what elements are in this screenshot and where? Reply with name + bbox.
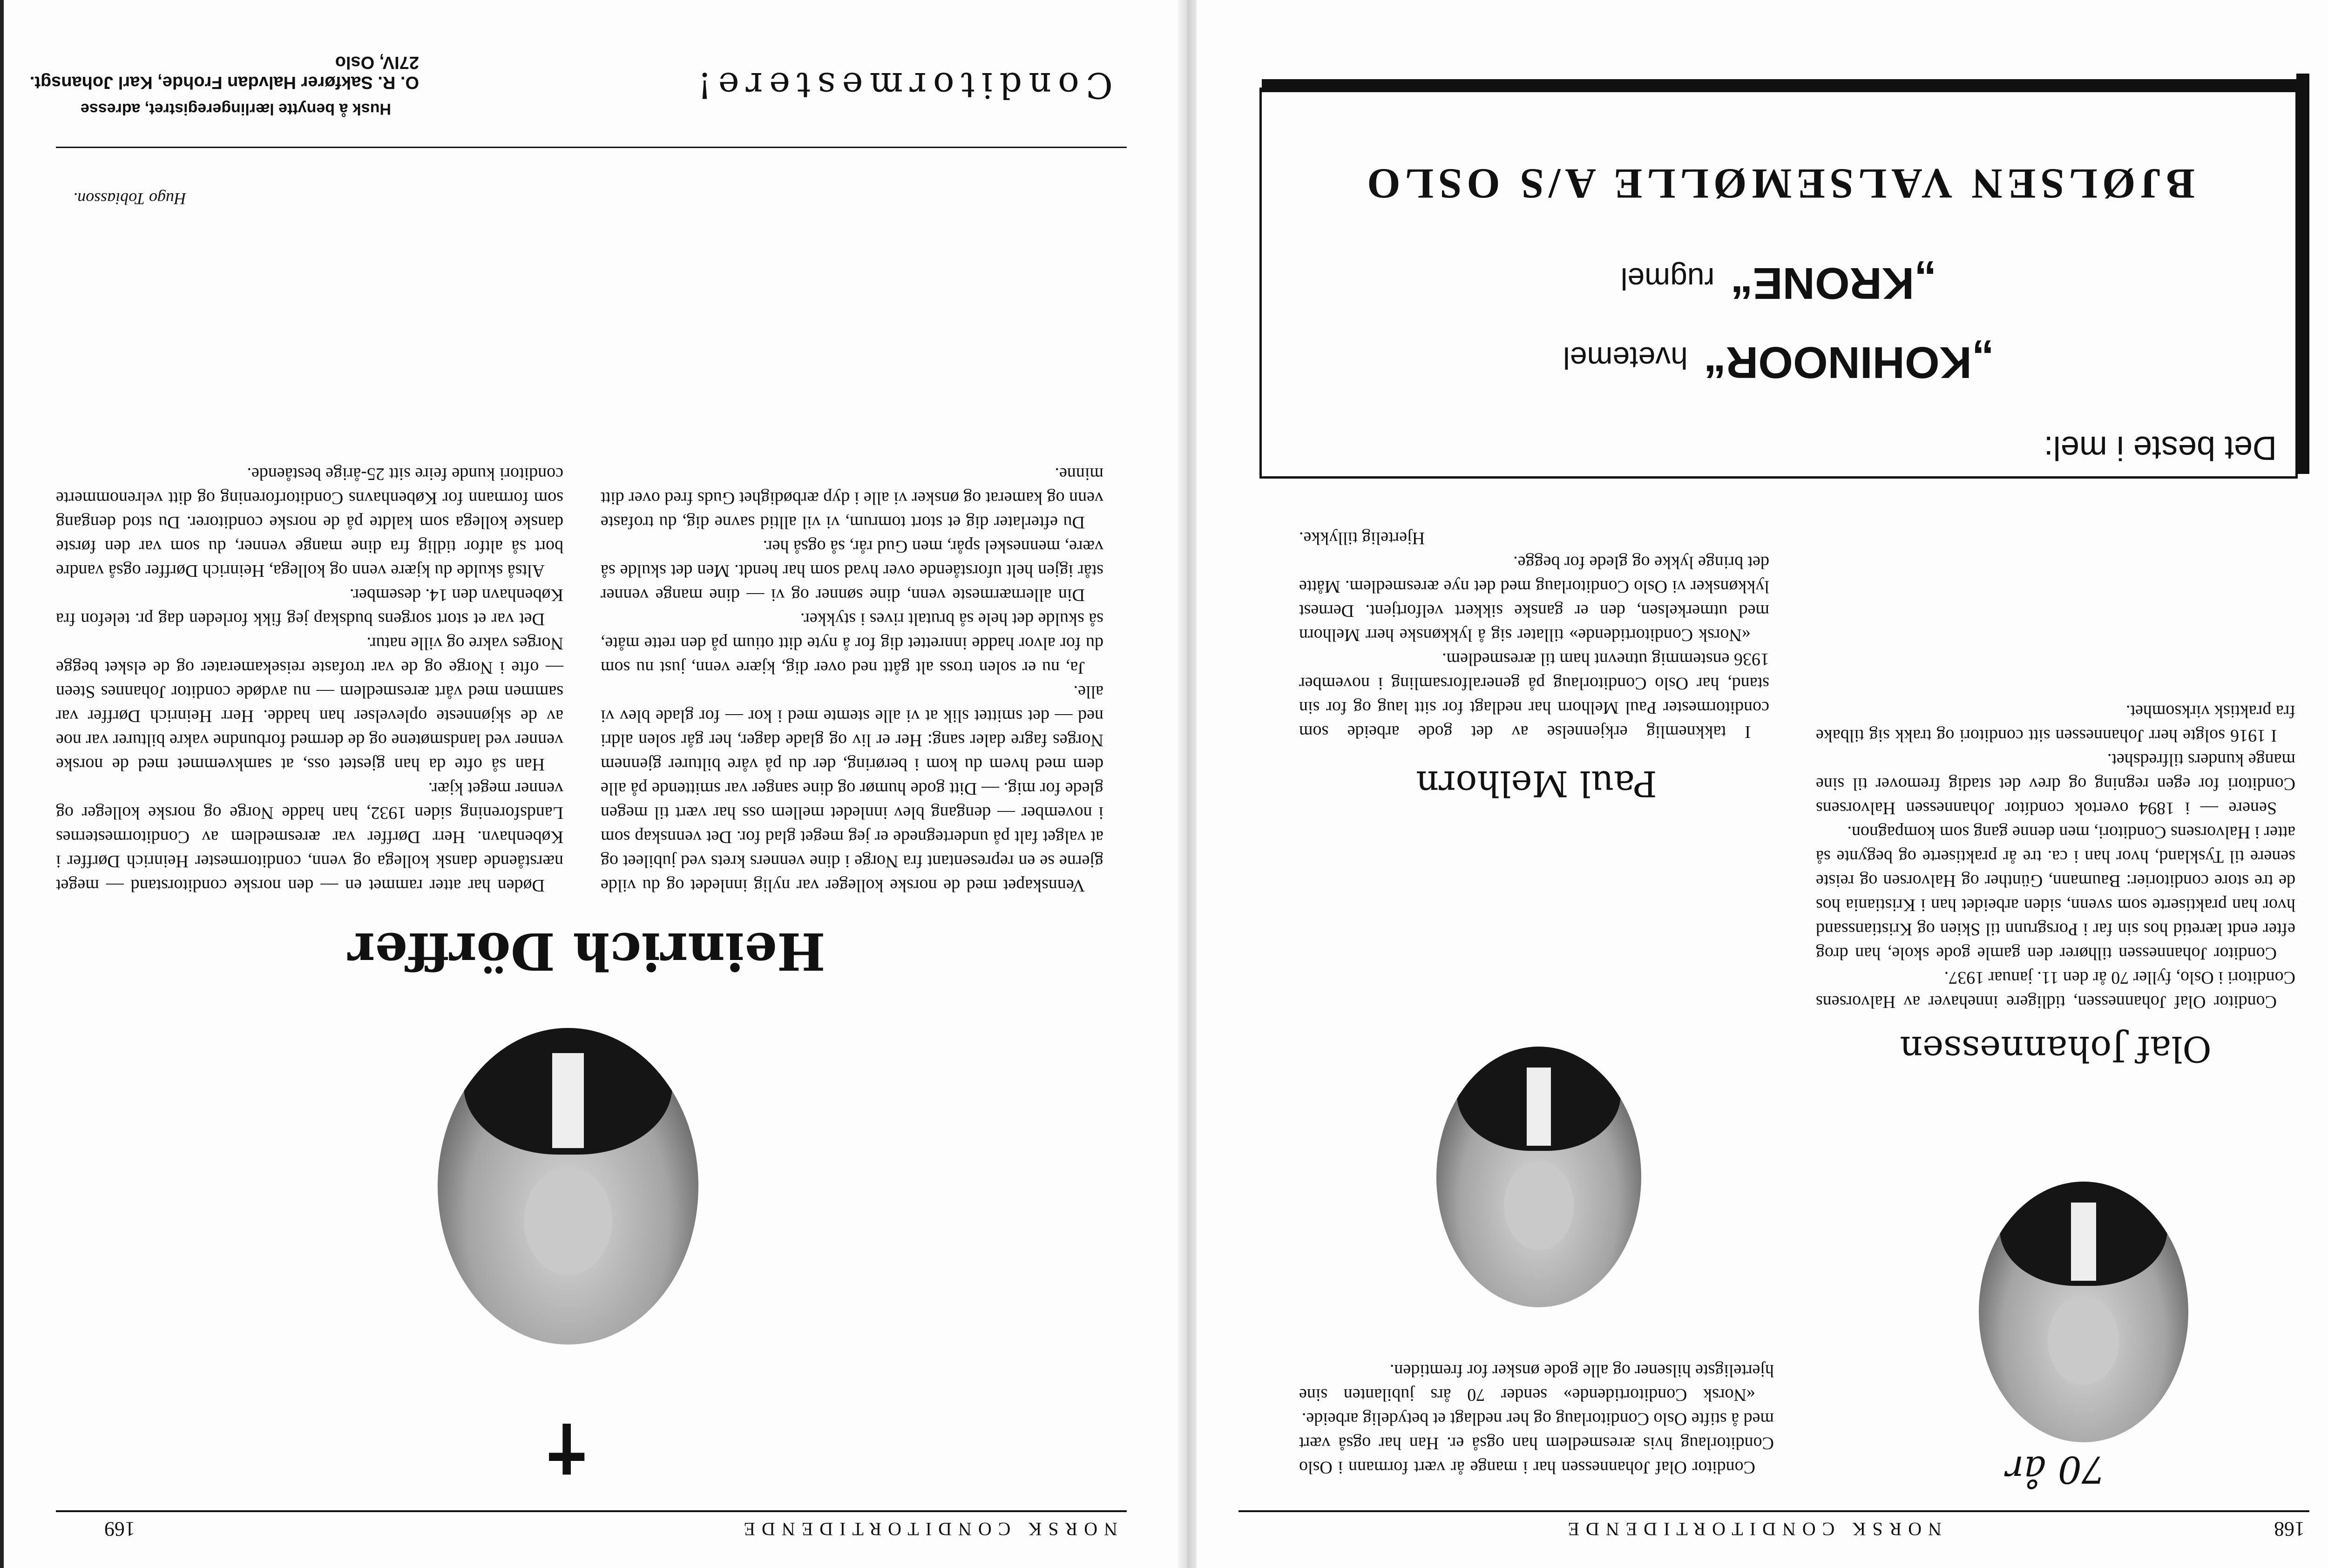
article-body-melhorn: [1299, 526, 1769, 744]
header-rule: [56, 1510, 1127, 1512]
brand-kohinoor: „KOHINOOR“: [1703, 338, 1994, 387]
paragraph: I takknemlig erkjennelse av det gode arbeide som conditormester Paul Melhorn har nedlagt for sitt laug og for sin stand, har Oslo Conditorlaug på generalforsamling i november 1936 enstemmig utnevnt ham til æresmedlem.: [1299, 649, 1769, 742]
notice-line-1: Husk å benytte lærlingeregistret, adresse: [80, 100, 391, 118]
paragraph: Hjertelig tillykke.: [1299, 528, 1425, 548]
paragraph: Du efterlater dig et stort tomrum, vi vil alltid savne dig, du trofaste venn og kamerat og ønsker vi alle i dyp ærbødighet Guds fred over ditt minne.: [601, 464, 1103, 532]
ad-product-kohinoor: [1262, 337, 2295, 388]
paragraph: Han så ofte da han gjestet oss, at samkvemmet med de norske venner ved landsmøtene og de dermed forbundne vakre bilturer var noe av de skjønneste oplevelser han hadde. Herr Heinrich Dørffer var sammen med vårt æresmedlem — nu avdøde conditor Johannes Steen — ofte i Norge og de var trofaste reisekamerater og de elsket begge Norges vakre og ville natur.: [56, 634, 563, 774]
ad-company: BJØLSEN VALSEMØLLE A/S OSLO: [1362, 160, 2195, 208]
cross-icon: ✝: [537, 1408, 596, 1486]
product-type: rugmel: [1620, 262, 1715, 296]
signature: Hugo Tobiasson.: [73, 189, 186, 208]
advertisement-box: [1259, 88, 2298, 479]
portrait-paul-melhorn: [1436, 1047, 1641, 1307]
paragraph: Døden har atter rammet en — den norske conditorstand — meget nærstående dansk kollega og venn, conditormester Heinrich Dørffer i København. Herr Dørffer var æresmedlem av Conditormesternes Landsforening siden 1932, han hadde Norge og norske kolleger og venner meget kjær.: [56, 779, 563, 895]
obituary-column-2: [56, 462, 563, 898]
notice-line-2: O. R. Sakfører Halvdan Frohde, Karl Johansgt. 27IV, Oslo: [29, 53, 419, 92]
notice-heading: Conditormestere!: [691, 65, 1113, 106]
article-title: Paul Melhorn: [1416, 763, 1657, 804]
paragraph: Conditor Olaf Johannessen har i mange år vært formann i Oslo Conditorlaug hvis æresmedlem han også er. Han har også vært med å stifte Oslo Conditorlaug og her nedlagt et betydelig arbeide.: [1299, 1409, 1774, 1477]
paragraph: Din allernærmeste venn, dine sønner og vi — dine mange venner står igjen helt uforstående over hvad som har hendt. Men det skulde så være, menneskel spår, men Gud rår, så også her.: [601, 537, 1103, 605]
obituary-column-1: [601, 462, 1103, 898]
header-rule: [1238, 1510, 2309, 1512]
article-kicker: 70 år: [2006, 1448, 2105, 1491]
paragraph: Conditor Olaf Johannessen, tidligere innehaver av Halvorsens Conditori i Oslo, fyller 70 år den 11. januar 1937.: [1816, 968, 2295, 1012]
running-head: NORSK CONDITORTIDENDE: [737, 1519, 1117, 1540]
running-head: NORSK CONDITORTIDENDE: [1561, 1519, 1942, 1540]
paragraph: Det var et stort sorgens budskap jeg fikk forleden dag pr. telefon fra København den 14. desember.: [56, 585, 563, 629]
paragraph: «Norsk Conditortidende» sender 70 års jubilanten sine hjerteligste hilsener og alle gode ønsker for fremtiden.: [1299, 1361, 1774, 1405]
paragraph: Conditor Johannessen tilhører den gamle gode skole, han drog efter endt læretid hos sin far i Porsgrunn til Skien og Kristianssand hvor han praktiserte som svenn, siden arbeidet han i Kristiania hos de tre store conditorier: Baumann, Günther og Halvorsen og reiste senere til Tyskland, hvor han i ca. tre år praktiserte og begynte så atter i Halvorsens Conditori, men denne gang som kompagnon.: [1816, 823, 2295, 963]
notice-rule: [56, 147, 1127, 148]
paragraph: Vennskapet med de norske kolleger var nylig innledet og du vilde gjerne se en representant fra Norge i dine venners krets ved jubileet og at valget falt på undertegnede er jeg meget glad for. Det vennskap som i november — dengang blev innledet mellem oss har vært til megen glede for mig. — Ditt gode humør og dine sanger var smittende på alle dem med hvem du kom i berøring, der du på våre bilturer gjennem Norges fagre daler sang: Her er liv og glade dager, her går solen aldri ned — det smittet slik at vi alle stemte med i kor — for glade blev vi alle.: [601, 682, 1103, 895]
product-type: hvetemel: [1563, 341, 1688, 375]
paragraph: Ja, nu er solen tross alt gått ned over dig, kjære venn, just nu som du for alvor hadde innrettet dig for å nyte ditt otium på den rette måte, så skulde det hele så brutalt rives i stykker.: [601, 609, 1103, 677]
brand-krone: „KRONE“: [1730, 258, 1937, 308]
page-number: 169: [104, 1518, 135, 1541]
ad-shadow: [2296, 74, 2309, 474]
article-body-olaf-bottom: [1816, 699, 2295, 1014]
ad-product-krone: [1262, 257, 2295, 309]
paragraph: I 1916 solgte herr Johannessen sitt conditori og trakk sig tilbake fra praktisk virksomhet.: [1816, 702, 2295, 745]
paragraph: Altså skulde du kjære venn og kollega, Heinrich Dørffer også vandre bort så altfor tidlig fra dine mange venner, du som var den første danske kollega som kaldte på de norske conditorer. Du stod dengang som formann for Københavns Conditorforening og ditt velrenommerte conditori kunde feire sitt 25-årige bestående.: [56, 464, 563, 581]
paragraph: Senere — i 1894 overtok condítor Johannessen Halvorsens Conditori for egen regning og drev det stadig fremover til sine mange kunders tilfredshet.: [1816, 750, 2295, 818]
portrait-olaf-johannessen: [1979, 1182, 2188, 1442]
portrait-heinrich-dorffer: [438, 1028, 698, 1345]
article-body-olaf-continued: [1299, 1358, 1774, 1480]
page-168: [1192, 0, 2328, 1568]
article-title: Olaf Johannessen: [1900, 1028, 2212, 1070]
obituary-title: Heinrich Dörffer: [348, 921, 826, 981]
paragraph: «Norsk Conditortidende» tillater sig å lykkønske herr Melhorn med utmerkelsen, den er ganske sikkert velfortjent. Dernest lykkønsker vi Oslo Conditorlaug med det nye æresmedlem. Måtte det bringe lykke og glede for begge.: [1299, 553, 1769, 645]
ad-intro: Det beste i mel:: [2044, 429, 2277, 466]
page-number: 168: [2274, 1518, 2305, 1541]
